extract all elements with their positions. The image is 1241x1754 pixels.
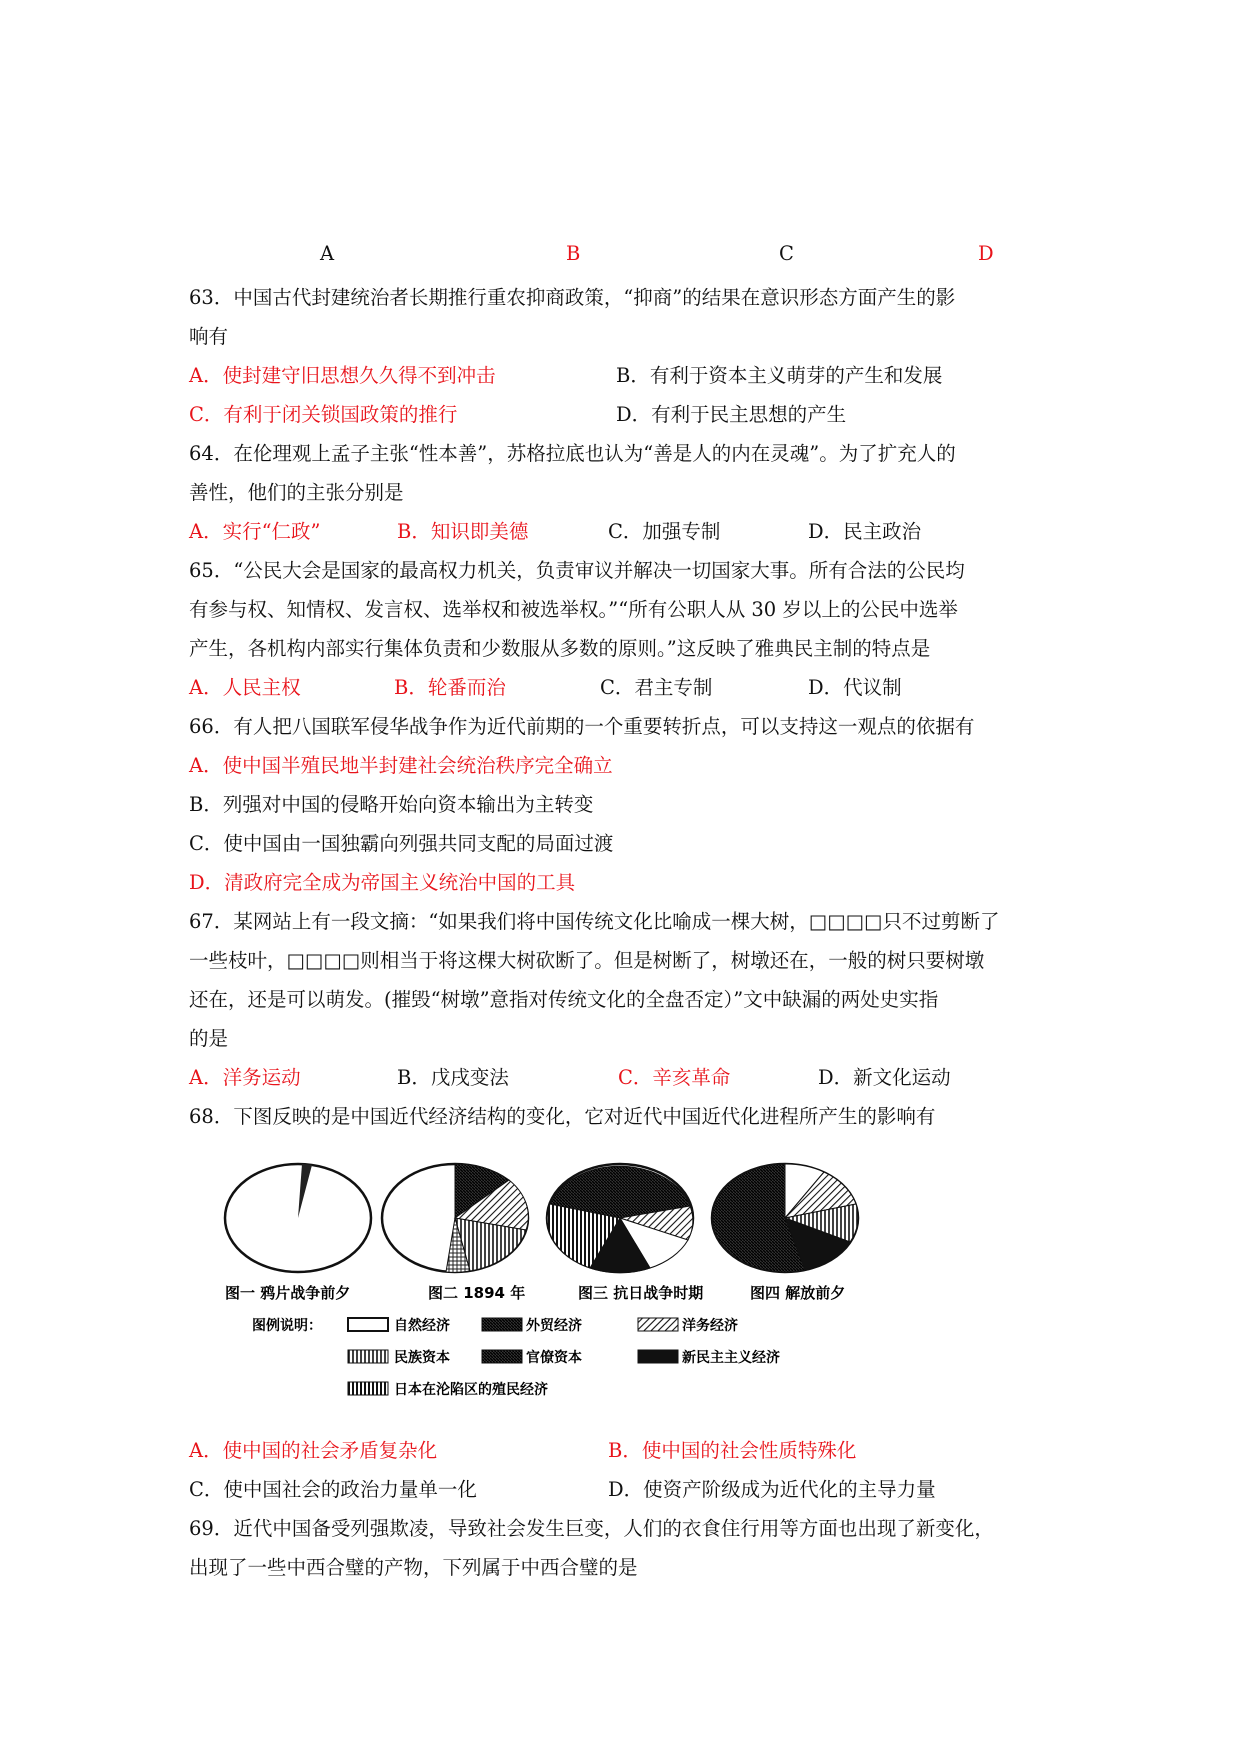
q64-stem-line1: 64．在伦理观上孟子主张“性本善”，苏格拉底也认为“善是人的内在灵魂”。为了扩充人的 xyxy=(189,442,956,465)
q64-stem-line2: 善性，他们的主张分别是 xyxy=(189,481,404,504)
legend-swatch-japanese-colonial xyxy=(348,1382,388,1395)
header-option-c: C xyxy=(779,242,794,265)
q66-option-b: B．列强对中国的侵略开始向资本输出为主转变 xyxy=(189,793,594,816)
header-option-b: B xyxy=(566,242,581,265)
q67-option-b: B．戊戌变法 xyxy=(397,1066,509,1089)
q67-stem-line4: 的是 xyxy=(189,1027,229,1050)
legend-swatch-natural xyxy=(348,1318,388,1331)
legend-label-bureaucratic-capital: 官僚资本 xyxy=(526,1350,582,1366)
q66-option-a: A．使中国半殖民地半封建社会统治秩序完全确立 xyxy=(189,754,613,777)
q67-option-d: D．新文化运动 xyxy=(818,1066,951,1089)
q67-stem-line3: 还在，还是可以萌发。(摧毁“树墩”意指对传统文化的全盘否定）”文中缺漏的两处史实指 xyxy=(189,988,939,1011)
pie4-caption: 图四 解放前夕 xyxy=(750,1284,846,1302)
legend-title: 图例说明： xyxy=(252,1318,322,1334)
legend-swatch-foreign-trade xyxy=(482,1318,522,1331)
q66-option-c: C．使中国由一国独霸向列强共同支配的局面过渡 xyxy=(189,832,614,855)
pie2-caption: 图二 1894 年 xyxy=(428,1284,526,1302)
q68-stem-line1: 68．下图反映的是中国近代经济结构的变化，它对近代中国近代化进程所产生的影响有 xyxy=(189,1105,936,1128)
q67-option-c: C．辛亥革命 xyxy=(618,1066,731,1089)
legend-swatch-bureaucratic-capital xyxy=(482,1350,522,1363)
pie1-caption: 图一 鸦片战争前夕 xyxy=(225,1284,351,1302)
q66-option-d: D．清政府完全成为帝国主义统治中国的工具 xyxy=(189,871,576,894)
legend-label-natural: 自然经济 xyxy=(394,1318,450,1334)
legend-swatch-westernization xyxy=(638,1318,678,1331)
legend-swatch-national-capital xyxy=(348,1350,388,1363)
q65-stem-line3: 产生，各机构内部实行集体负责和少数服从多数的原则。”这反映了雅典民主制的特点是 xyxy=(189,637,931,660)
q63-option-c: C．有利于闭关锁国政策的推行 xyxy=(189,403,458,426)
pie-chart-2 xyxy=(382,1164,528,1272)
q69-stem-line1: 69．近代中国备受列强欺凌，导致社会发生巨变，人们的衣食住行用等方面也出现了新变化， xyxy=(189,1517,994,1540)
legend-label-foreign-trade: 外贸经济 xyxy=(526,1318,582,1334)
economy-structure-figure xyxy=(220,1160,990,1405)
q64-option-a: A．实行“仁政” xyxy=(189,520,321,543)
q67-stem-line1: 67．某网站上有一段文摘：“如果我们将中国传统文化比喻成一棵大树，□□□□只不过剪断了 xyxy=(189,910,1000,933)
q63-option-b: B．有利于资本主义萌芽的产生和发展 xyxy=(616,364,943,387)
q65-option-a: A．人民主权 xyxy=(189,676,301,699)
q66-stem-line1: 66．有人把八国联军侵华战争作为近代前期的一个重要转折点，可以支持这一观点的依据有 xyxy=(189,715,975,738)
q69-stem-line2: 出现了一些中西合璧的产物，下列属于中西合璧的是 xyxy=(189,1556,638,1579)
q68-option-a: A．使中国的社会矛盾复杂化 xyxy=(189,1439,438,1462)
q64-option-b: B．知识即美德 xyxy=(397,520,529,543)
legend-label-national-capital: 民族资本 xyxy=(394,1350,450,1366)
q65-option-b: B．轮番而治 xyxy=(394,676,506,699)
q68-option-c: C．使中国社会的政治力量单一化 xyxy=(189,1478,477,1501)
q65-option-c: C．君主专制 xyxy=(600,676,713,699)
pie-chart-3 xyxy=(547,1164,693,1273)
q64-option-c: C．加强专制 xyxy=(608,520,721,543)
q63-option-d: D．有利于民主思想的产生 xyxy=(616,403,847,426)
q63-option-a: A．使封建守旧思想久久得不到冲击 xyxy=(189,364,496,387)
legend-label-westernization: 洋务经济 xyxy=(682,1318,738,1334)
legend-label-new-democratic: 新民主主义经济 xyxy=(682,1350,780,1366)
q63-stem-line2: 响有 xyxy=(189,325,229,348)
q68-option-d: D．使资产阶级成为近代化的主导力量 xyxy=(608,1478,936,1501)
q68-option-b: B．使中国的社会性质特殊化 xyxy=(608,1439,857,1462)
q65-stem-line2: 有参与权、知情权、发言权、选举权和被选举权。”“所有公职人从 30 岁以上的公民中选举 xyxy=(189,598,958,621)
header-option-d: D xyxy=(978,242,994,265)
q65-stem-line1: 65．“公民大会是国家的最高权力机关，负责审议并解决一切国家大事。所有合法的公民均 xyxy=(189,559,965,582)
q65-option-d: D．代议制 xyxy=(808,676,902,699)
q63-stem-line1: 63．中国古代封建统治者长期推行重农抑商政策，“抑商”的结果在意识形态方面产生的影 xyxy=(189,286,956,309)
legend-label-japanese-colonial: 日本在沦陷区的殖民经济 xyxy=(394,1382,548,1398)
q64-option-d: D．民主政治 xyxy=(808,520,922,543)
q67-stem-line2: 一些枝叶，□□□□则相当于将这棵大树砍断了。但是树断了，树墩还在，一般的树只要树墩 xyxy=(189,949,985,972)
q67-option-a: A．洋务运动 xyxy=(189,1066,301,1089)
pie-chart-4 xyxy=(712,1164,858,1272)
legend-swatch-new-democratic xyxy=(638,1350,678,1363)
pie-chart-1 xyxy=(225,1164,371,1272)
header-option-a: A xyxy=(320,242,335,265)
pie3-caption: 图三 抗日战争时期 xyxy=(578,1284,704,1302)
